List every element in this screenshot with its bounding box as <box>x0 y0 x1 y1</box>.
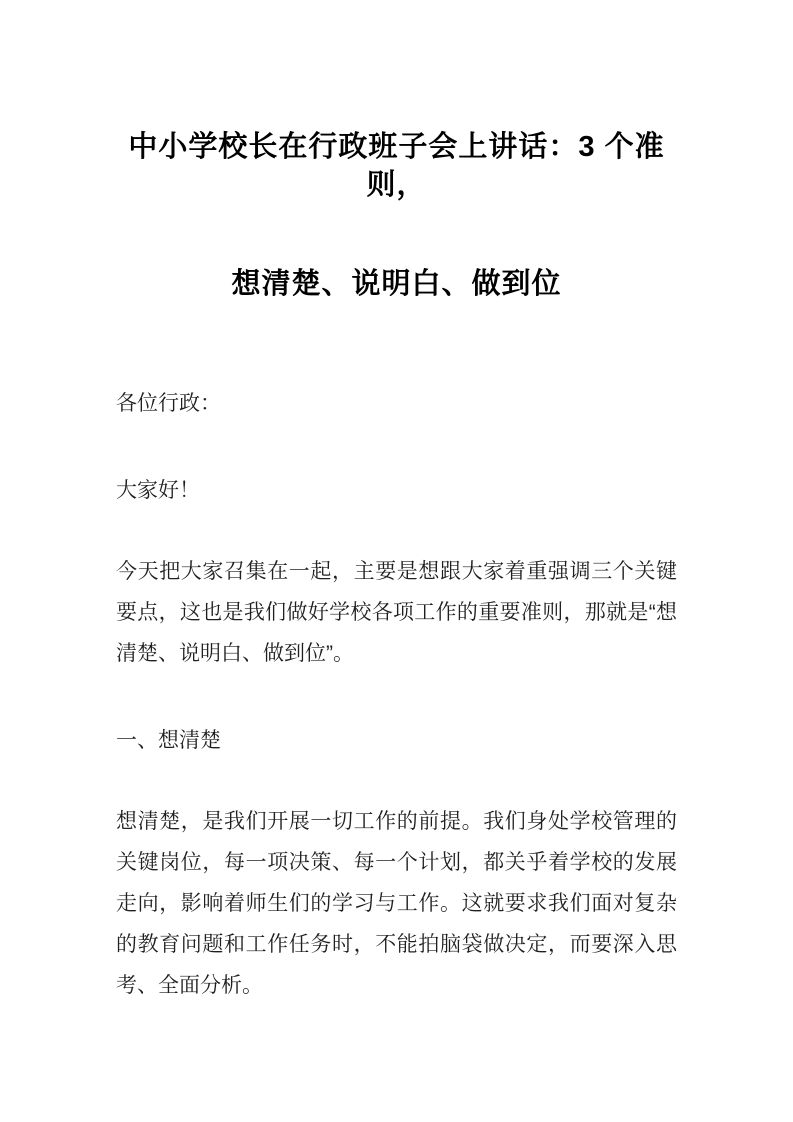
salutation-line: 各位行政： <box>116 392 221 415</box>
greeting-line: 大家好！ <box>116 479 200 502</box>
document-title-line-2: 想清楚、说明白、做到位 <box>231 268 562 300</box>
paragraph-key-points: 今天把大家召集在一起，主要是想跟大家着重强调三个关键要点，这也是我们做好学校各项工作的重要准则，那就是“想清楚、说明白、做到位”。 <box>116 560 677 665</box>
section-heading-think-clearly: 一、想清楚 <box>116 729 221 752</box>
document-title-line-1: 中小学校长在行政班子会上讲话：3 个准则， <box>128 131 665 201</box>
paragraph-think-clearly-body: 想清楚，是我们开展一切工作的前提。我们身处学校管理的关键岗位，每一项决策、每一个计划，都关乎着学校的发展走向，影响着师生们的学习与工作。这就要求我们面对复杂的教育问题和工作任务时，不能拍脑袋做决定，而要深入思考、全面分析。 <box>116 810 677 997</box>
